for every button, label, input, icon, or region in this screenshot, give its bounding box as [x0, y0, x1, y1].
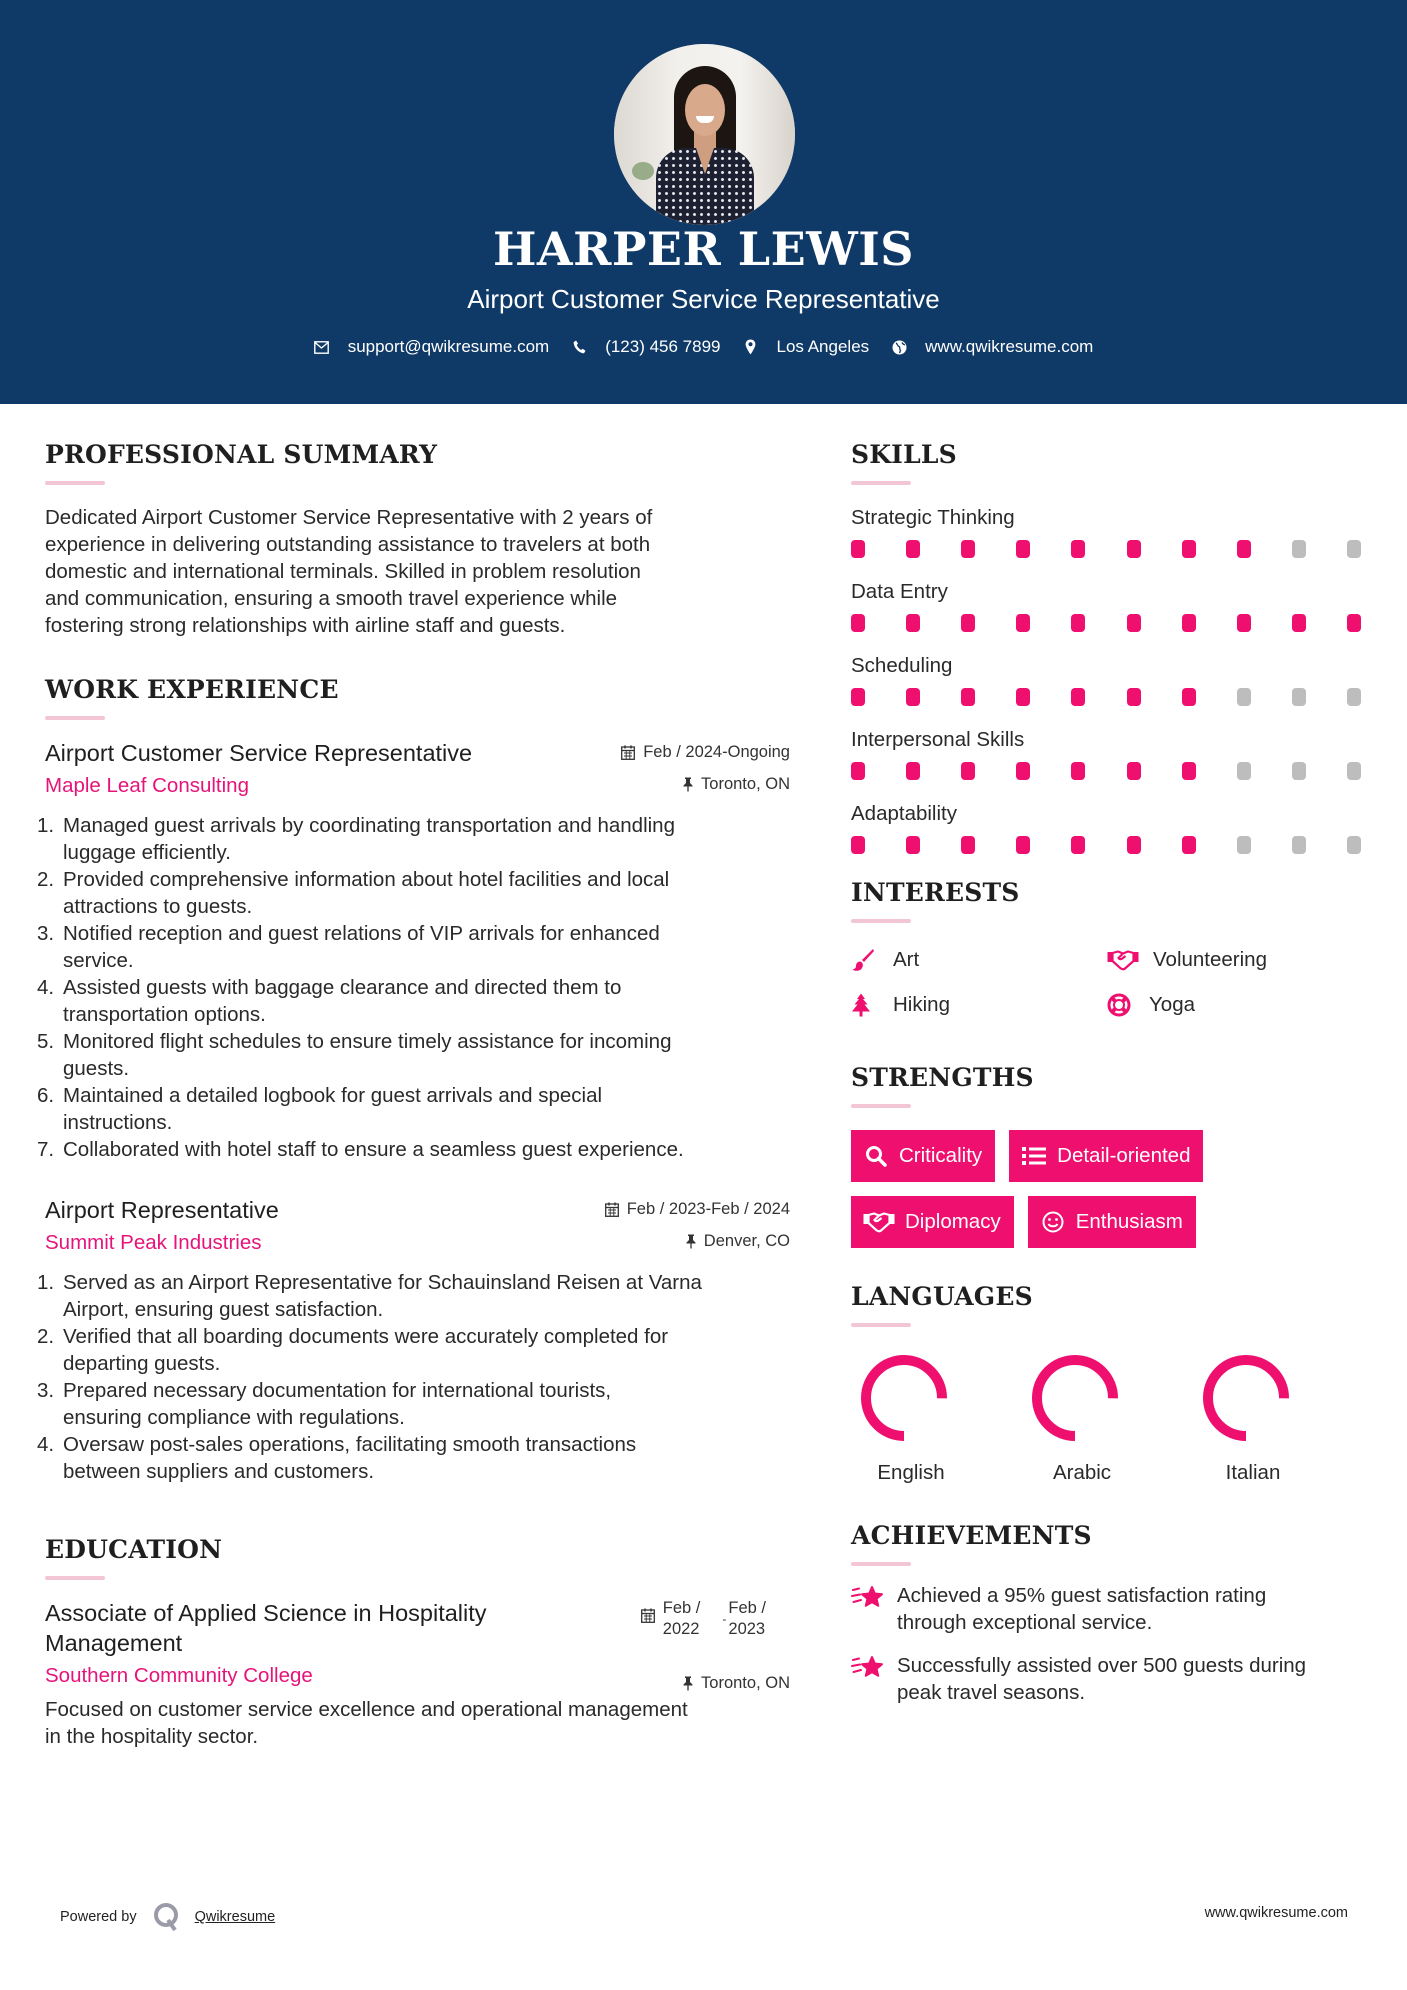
rating-dot-filled	[851, 688, 865, 706]
rating-dot-filled	[851, 836, 865, 854]
section-heading: STRENGTHS	[851, 1063, 1034, 1092]
rating-dot-filled	[1016, 540, 1030, 558]
list-icon	[1021, 1145, 1047, 1167]
rating-dot-empty	[1292, 836, 1306, 854]
pushpin-icon	[686, 1234, 696, 1249]
contact-email[interactable]: support@qwikresume.com	[314, 337, 550, 357]
interests-section	[851, 878, 1366, 1021]
rating-dot-empty	[1292, 762, 1306, 780]
map-pin-icon	[743, 339, 759, 355]
achievement-item: Successfully assisted over 500 guests during peak travel seasons.	[851, 1652, 1366, 1706]
rating-dot-filled	[1071, 762, 1085, 780]
pushpin-icon	[683, 777, 693, 792]
life-ring-icon	[1107, 992, 1137, 1018]
rating-dot-filled	[851, 762, 865, 780]
language-item: Arabic	[1022, 1351, 1193, 1485]
strength-chip: Diplomacy	[851, 1196, 1014, 1248]
rating-dot-filled	[906, 762, 920, 780]
skill-name: Scheduling	[851, 654, 953, 677]
section-heading: LANGUAGES	[851, 1282, 1033, 1311]
strength-chip: Criticality	[851, 1130, 995, 1182]
language-item: Italian	[1193, 1351, 1364, 1485]
list-item: 4. Assisted guests with baggage clearance and directed them to transportation options.	[37, 976, 622, 1026]
rating-dot-empty	[1347, 688, 1361, 706]
list-item: 2. Verified that all boarding documents were accurately completed for departing guests.	[37, 1325, 669, 1375]
rating-dot-empty	[1347, 762, 1361, 780]
skill-rating	[851, 830, 1361, 872]
shooting-star-icon	[851, 1652, 887, 1682]
education-description: Focused on customer service excellence and operational management in the hospitality sector.	[45, 1698, 688, 1748]
rating-dot-filled	[1292, 614, 1306, 632]
languages-section	[851, 1282, 1366, 1485]
phone-icon	[571, 339, 587, 355]
tree-icon	[851, 992, 881, 1018]
heading-underline	[851, 1323, 911, 1327]
language-item: English	[851, 1351, 1022, 1485]
strengths-section	[851, 1063, 1366, 1262]
calendar-icon	[641, 1608, 655, 1623]
list-item: 3. Notified reception and guest relations of VIP arrivals for enhanced service.	[37, 922, 660, 972]
rating-dot-filled	[851, 614, 865, 632]
job-location: Toronto, ON	[683, 775, 790, 794]
work-experience-section	[37, 675, 790, 1485]
shooting-star-icon	[851, 1582, 887, 1612]
rating-dot-filled	[906, 540, 920, 558]
rating-dot-empty	[1347, 540, 1361, 558]
job-title: Airport Representative	[45, 1197, 279, 1223]
job-responsibilities	[37, 1269, 790, 1485]
candidate-name: HARPER LEWIS	[492, 222, 915, 276]
skill-name: Adaptability	[851, 802, 957, 825]
job-entry	[37, 738, 790, 1163]
contact-location: Los Angeles	[743, 337, 870, 357]
languages-list	[851, 1351, 1366, 1485]
summary-text: Dedicated Airport Customer Service Representative with 2 years of experience in delivering outstanding assistance to travelers at both domestic and international terminals. Skilled in problem resolution and communication, ensuring a smooth travel experience while fostering strong relationships with airline staff and guests.	[45, 506, 653, 637]
heading-underline	[45, 1576, 105, 1580]
achievements-section	[851, 1521, 1366, 1706]
education-section	[45, 1535, 790, 1750]
degree-title: Associate of Applied Science in Hospitality Management	[45, 1600, 487, 1656]
rating-dot-filled	[1237, 540, 1251, 558]
skill-name: Data Entry	[851, 580, 948, 603]
job-responsibilities	[37, 812, 790, 1163]
rating-dot-filled	[1182, 688, 1196, 706]
rating-dot-filled	[1182, 836, 1196, 854]
rating-dot-filled	[1127, 688, 1141, 706]
rating-dot-empty	[1237, 836, 1251, 854]
rating-dot-empty	[1347, 836, 1361, 854]
skill-name: Strategic Thinking	[851, 506, 1015, 529]
strengths-list	[851, 1130, 1366, 1262]
skills-section	[851, 440, 1366, 872]
section-heading: INTERESTS	[851, 878, 1020, 907]
right-column	[851, 440, 1366, 1706]
rating-dot-filled	[1016, 836, 1030, 854]
school-name: Southern Community College	[45, 1664, 313, 1687]
list-item: 5. Monitored flight schedules to ensure timely assistance for incoming guests.	[37, 1030, 672, 1080]
list-item: 2. Provided comprehensive information about hotel facilities and local attractions to guests.	[37, 868, 670, 918]
rating-dot-filled	[1182, 540, 1196, 558]
heading-underline	[851, 1104, 911, 1108]
rating-dot-filled	[851, 540, 865, 558]
education-date: Feb / 2022 - Feb / 2023	[641, 1598, 766, 1640]
list-item: 7. Collaborated with hotel staff to ensure a seamless guest experience.	[37, 1138, 684, 1161]
contact-phone[interactable]: (123) 456 7899	[571, 337, 720, 357]
profile-photo	[614, 44, 795, 225]
rating-dot-filled	[1071, 688, 1085, 706]
interest-item: Volunteering	[1107, 943, 1363, 976]
strength-chip: Detail-oriented	[1009, 1130, 1203, 1182]
job-location: Denver, CO	[686, 1232, 790, 1251]
rating-dot-empty	[1237, 688, 1251, 706]
skill-rating	[851, 608, 1361, 650]
heading-underline	[851, 919, 911, 923]
education-entry	[45, 1598, 790, 1750]
interest-item: Hiking	[851, 988, 1107, 1021]
language-progress-ring	[1199, 1351, 1293, 1445]
list-item: 3. Prepared necessary documentation for international tourists, ensuring compliance with regulations.	[37, 1379, 612, 1429]
rating-dot-filled	[1127, 836, 1141, 854]
handshake-icon	[1107, 947, 1141, 973]
rating-dot-filled	[961, 688, 975, 706]
rating-dot-empty	[1237, 762, 1251, 780]
paintbrush-icon	[851, 947, 881, 973]
list-item: 1. Managed guest arrivals by coordinating transportation and handling luggage efficiently.	[37, 814, 675, 864]
rating-dot-filled	[1071, 540, 1085, 558]
rating-dot-filled	[1016, 614, 1030, 632]
section-heading: EDUCATION	[45, 1535, 223, 1564]
list-item: 1. Served as an Airport Representative for Schauinsland Reisen at Varna Airport, ensuring guest satisfaction.	[37, 1271, 702, 1321]
rating-dot-filled	[1127, 540, 1141, 558]
interest-item: Yoga	[1107, 988, 1363, 1021]
rating-dot-filled	[1071, 836, 1085, 854]
smile-icon	[1040, 1211, 1066, 1233]
rating-dot-filled	[1182, 614, 1196, 632]
rating-dot-filled	[961, 614, 975, 632]
language-progress-ring	[857, 1351, 951, 1445]
skill-item	[851, 798, 1366, 872]
rating-dot-filled	[961, 540, 975, 558]
skill-item	[851, 724, 1366, 798]
envelope-icon	[314, 339, 330, 355]
rating-dot-filled	[906, 614, 920, 632]
professional-summary-section	[45, 440, 790, 639]
interests-list	[851, 943, 1366, 1021]
skill-rating	[851, 682, 1361, 724]
heading-underline	[851, 1562, 911, 1566]
list-item: 4. Oversaw post-sales operations, facilitating smooth transactions between suppliers and customers.	[37, 1433, 637, 1483]
job-entry	[37, 1195, 790, 1485]
job-title: Airport Customer Service Representative	[45, 740, 473, 766]
skill-name: Interpersonal Skills	[851, 728, 1025, 751]
skill-rating	[851, 756, 1361, 798]
section-heading: SKILLS	[851, 440, 957, 469]
company-name: Maple Leaf Consulting	[45, 774, 249, 797]
skill-item	[851, 576, 1366, 650]
qwikresume-logo-icon	[153, 1902, 181, 1932]
rating-dot-filled	[906, 688, 920, 706]
rating-dot-filled	[1016, 762, 1030, 780]
skill-rating	[851, 534, 1361, 576]
footer-url[interactable]: www.qwikresume.com	[1204, 1905, 1348, 1921]
list-item: 6. Maintained a detailed logbook for guest arrivals and special instructions.	[37, 1084, 603, 1134]
rating-dot-empty	[1292, 688, 1306, 706]
calendar-icon	[605, 1202, 619, 1217]
rating-dot-filled	[1237, 614, 1251, 632]
section-heading: WORK EXPERIENCE	[45, 675, 339, 704]
education-location: Toronto, ON	[683, 1674, 790, 1693]
section-heading: PROFESSIONAL SUMMARY	[45, 440, 438, 469]
achievement-item: Achieved a 95% guest satisfaction rating through exceptional service.	[851, 1582, 1366, 1636]
candidate-title: Airport Customer Service Representative	[467, 284, 940, 314]
resume-header	[0, 0, 1407, 404]
handshake-icon	[863, 1211, 895, 1233]
job-date: Feb / 2023-Feb / 2024	[605, 1200, 790, 1219]
pushpin-icon	[683, 1676, 693, 1691]
rating-dot-filled	[961, 836, 975, 854]
skill-item	[851, 650, 1366, 724]
search-icon	[863, 1145, 889, 1167]
company-name: Summit Peak Industries	[45, 1231, 262, 1254]
strength-chip: Enthusiasm	[1028, 1196, 1196, 1248]
rating-dot-filled	[1182, 762, 1196, 780]
heading-underline	[45, 481, 105, 485]
skills-list	[851, 502, 1366, 872]
left-column	[37, 440, 790, 1750]
powered-by: Powered by Qwikresume	[60, 1902, 275, 1932]
qwikresume-link[interactable]: Qwikresume	[194, 1909, 276, 1925]
heading-underline	[851, 481, 911, 485]
job-date: Feb / 2024-Ongoing	[621, 743, 790, 762]
rating-dot-filled	[906, 836, 920, 854]
rating-dot-filled	[1127, 614, 1141, 632]
achievements-list	[851, 1582, 1366, 1706]
rating-dot-filled	[1347, 614, 1361, 632]
rating-dot-filled	[1127, 762, 1141, 780]
rating-dot-empty	[1292, 540, 1306, 558]
rating-dot-filled	[961, 762, 975, 780]
contact-bar	[0, 337, 1407, 357]
calendar-icon	[621, 745, 635, 760]
rating-dot-filled	[1071, 614, 1085, 632]
language-progress-ring	[1028, 1351, 1122, 1445]
interest-item: Art	[851, 943, 1107, 976]
section-heading: ACHIEVEMENTS	[851, 1521, 1092, 1550]
heading-underline	[45, 716, 105, 720]
skill-item	[851, 502, 1366, 576]
rating-dot-filled	[1016, 688, 1030, 706]
contact-website[interactable]: www.qwikresume.com	[891, 337, 1093, 357]
globe-icon	[891, 339, 907, 355]
